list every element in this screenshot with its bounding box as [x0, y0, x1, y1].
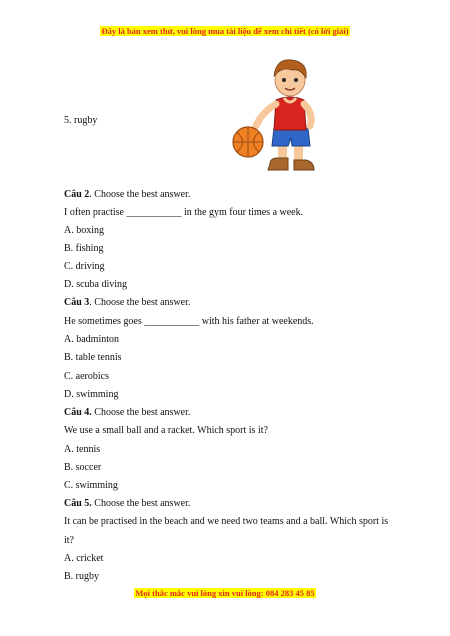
- q5-heading: [64, 498, 190, 510]
- q2-stem: I often practise ___________ in the gym four times a week.: [64, 207, 304, 218]
- q1-option-rugby: 5. rugby: [64, 115, 98, 126]
- q2-option-c: C. driving: [64, 261, 105, 272]
- q2-instruction: . Choose the best answer.: [89, 189, 191, 200]
- q4-label: Câu 4.: [64, 407, 92, 418]
- q2-label: Câu 2: [64, 189, 90, 200]
- q2-option-b: B. fishing: [64, 243, 104, 254]
- q2-option-a: A. boxing: [64, 225, 104, 236]
- q3-label: Câu 3: [64, 297, 90, 308]
- q3-instruction: . Choose the best answer.: [89, 297, 191, 308]
- q4-option-a: A. tennis: [64, 444, 101, 455]
- contact-notice-banner: [0, 588, 450, 598]
- boy-basketball-illustration: [226, 54, 332, 184]
- q3-stem: He sometimes goes ___________ with his father at weekends.: [64, 316, 314, 327]
- q5-label: Câu 5.: [64, 498, 92, 509]
- q4-option-c: C. swimming: [64, 480, 118, 491]
- preview-notice-banner: [0, 26, 450, 36]
- q2-option-d: D. scuba diving: [64, 279, 128, 290]
- q4-heading: [64, 407, 190, 419]
- q3-option-d: D. swimming: [64, 389, 119, 400]
- q5-stem-line1: It can be practised in the beach and we need two teams and a ball. Which sport is: [64, 516, 389, 527]
- q4-instruction: Choose the best answer.: [91, 407, 191, 418]
- q3-option-a: A. badminton: [64, 334, 119, 345]
- q5-instruction: Choose the best answer.: [91, 498, 191, 509]
- q4-option-b: B. soccer: [64, 462, 102, 473]
- q5-option-b: B. rugby: [64, 571, 99, 582]
- q5-stem-line2: it?: [64, 535, 74, 546]
- q3-option-c: C. aerobics: [64, 371, 109, 382]
- q2-heading: [64, 189, 190, 201]
- q5-option-a: A. cricket: [64, 553, 104, 564]
- preview-notice-text: Đây là bản xem thử, vui lòng mua tài liệu để xem chi tiết (có lời giải): [101, 26, 349, 36]
- contact-notice-text: Mọi thắc mắc vui lòng xin vui lòng: 084 283 45 85: [135, 588, 315, 598]
- q3-option-b: B. table tennis: [64, 352, 122, 363]
- q4-stem: We use a small ball and a racket. Which sport is it?: [64, 425, 268, 436]
- q3-heading: [64, 297, 190, 309]
